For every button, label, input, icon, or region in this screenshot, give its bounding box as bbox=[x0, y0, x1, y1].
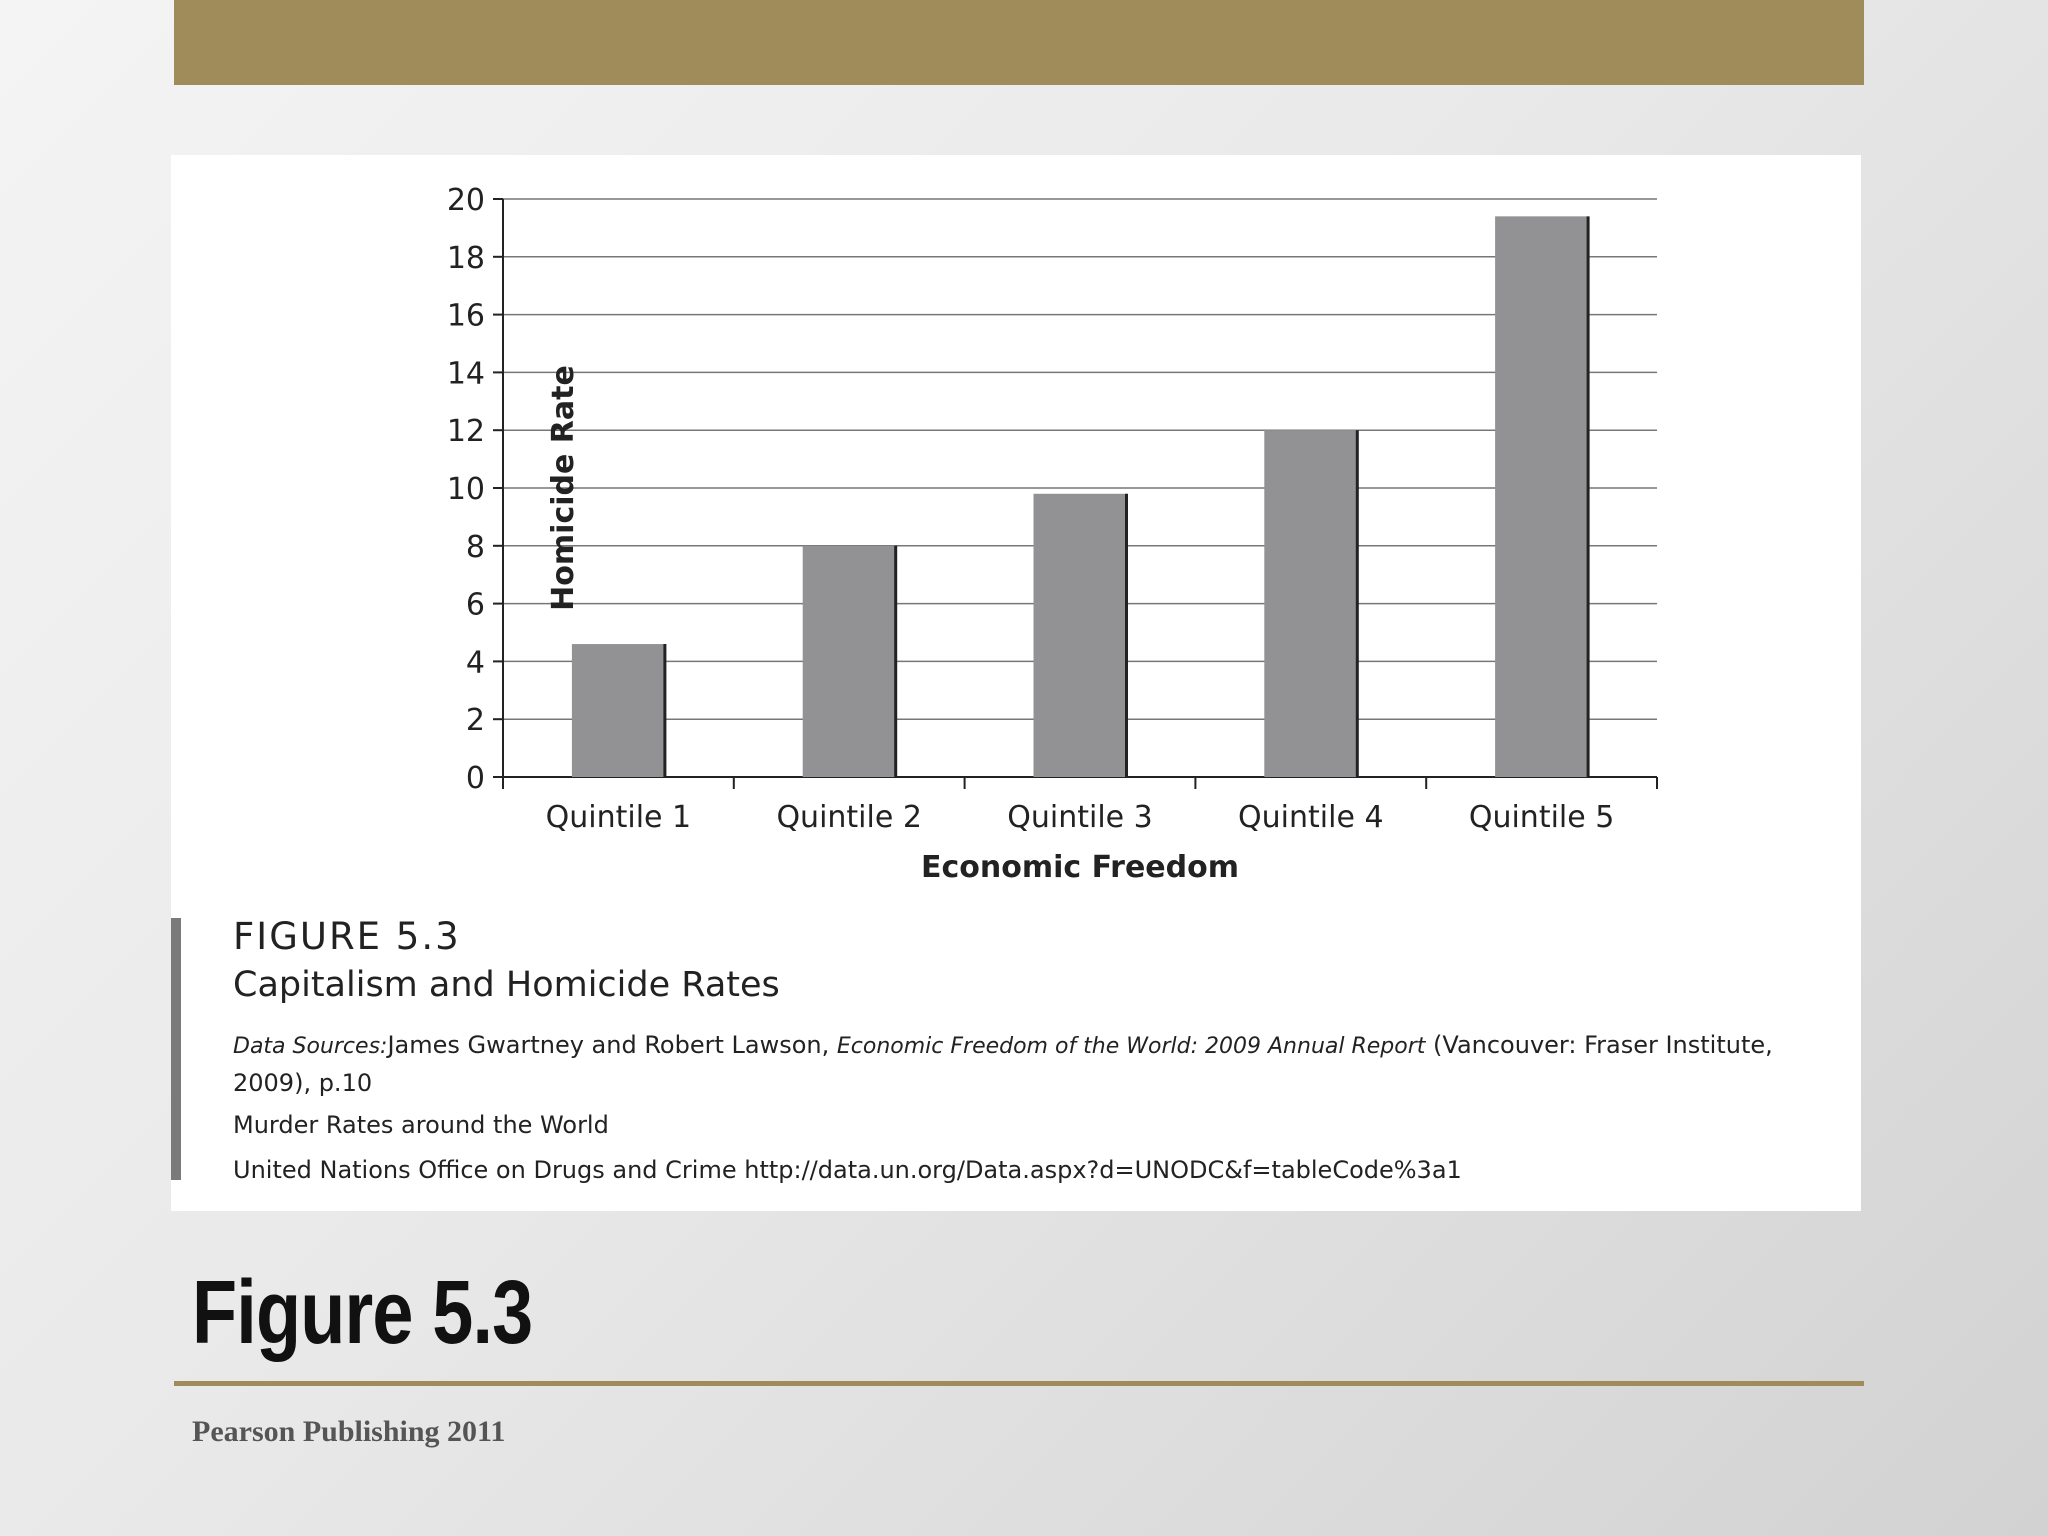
source-prefix: Data Sources: bbox=[233, 1034, 388, 1059]
x-tick-label: Quintile 2 bbox=[776, 800, 922, 835]
bar-1 bbox=[572, 644, 665, 777]
homicide-bar-chart bbox=[171, 155, 1861, 900]
x-tick-label: Quintile 1 bbox=[545, 800, 692, 835]
y-tick-label: 10 bbox=[446, 472, 485, 507]
y-tick-label: 2 bbox=[465, 703, 485, 739]
figure-panel bbox=[171, 155, 1861, 1211]
x-axis-title: Economic Freedom bbox=[920, 850, 1240, 885]
figure-caption: Capitalism and Homicide Rates bbox=[233, 965, 780, 1005]
source-murder-rates: Murder Rates around the World bbox=[233, 1111, 609, 1139]
figure-label: FIGURE 5.3 bbox=[233, 915, 461, 958]
footer-credit: Pearson Publishing 2011 bbox=[192, 1415, 506, 1448]
y-axis-title: Homicide Rate bbox=[546, 365, 581, 611]
bottom-accent-rule bbox=[174, 1381, 1864, 1386]
bar-5 bbox=[1495, 216, 1588, 777]
y-tick-label: 4 bbox=[465, 645, 485, 681]
y-tick-label: 0 bbox=[465, 761, 485, 796]
x-tick-label: Quintile 4 bbox=[1238, 800, 1384, 835]
source-rest: (Vancouver: Fraser Institute, 2009), p.10 bbox=[233, 1031, 1773, 1097]
bar-3 bbox=[1034, 494, 1127, 777]
data-source-citation bbox=[233, 1027, 1793, 1101]
y-tick-label: 8 bbox=[465, 529, 485, 565]
y-tick-label: 6 bbox=[465, 587, 485, 623]
y-tick-label: 14 bbox=[446, 356, 485, 392]
y-tick-label: 20 bbox=[446, 183, 485, 218]
slide-title: Figure 5.3 bbox=[192, 1263, 533, 1363]
source-unodc: United Nations Office on Drugs and Crime http://data.un.org/Data.aspx?d=UNODC&f=tableCode%3a1 bbox=[233, 1156, 1462, 1184]
y-tick-label: 12 bbox=[446, 414, 485, 450]
x-tick-label: Quintile 3 bbox=[1007, 800, 1153, 835]
bar-2 bbox=[803, 546, 896, 777]
source-title: Economic Freedom of the World: 2009 Annual Report bbox=[836, 1034, 1426, 1059]
y-tick-label: 18 bbox=[446, 240, 485, 276]
top-accent-band bbox=[174, 0, 1864, 85]
x-tick-label: Quintile 5 bbox=[1468, 800, 1615, 835]
y-tick-label: 16 bbox=[446, 298, 485, 334]
source-authors: James Gwartney and Robert Lawson, bbox=[387, 1031, 837, 1059]
caption-side-bar bbox=[171, 918, 181, 1180]
bar-4 bbox=[1264, 430, 1357, 777]
